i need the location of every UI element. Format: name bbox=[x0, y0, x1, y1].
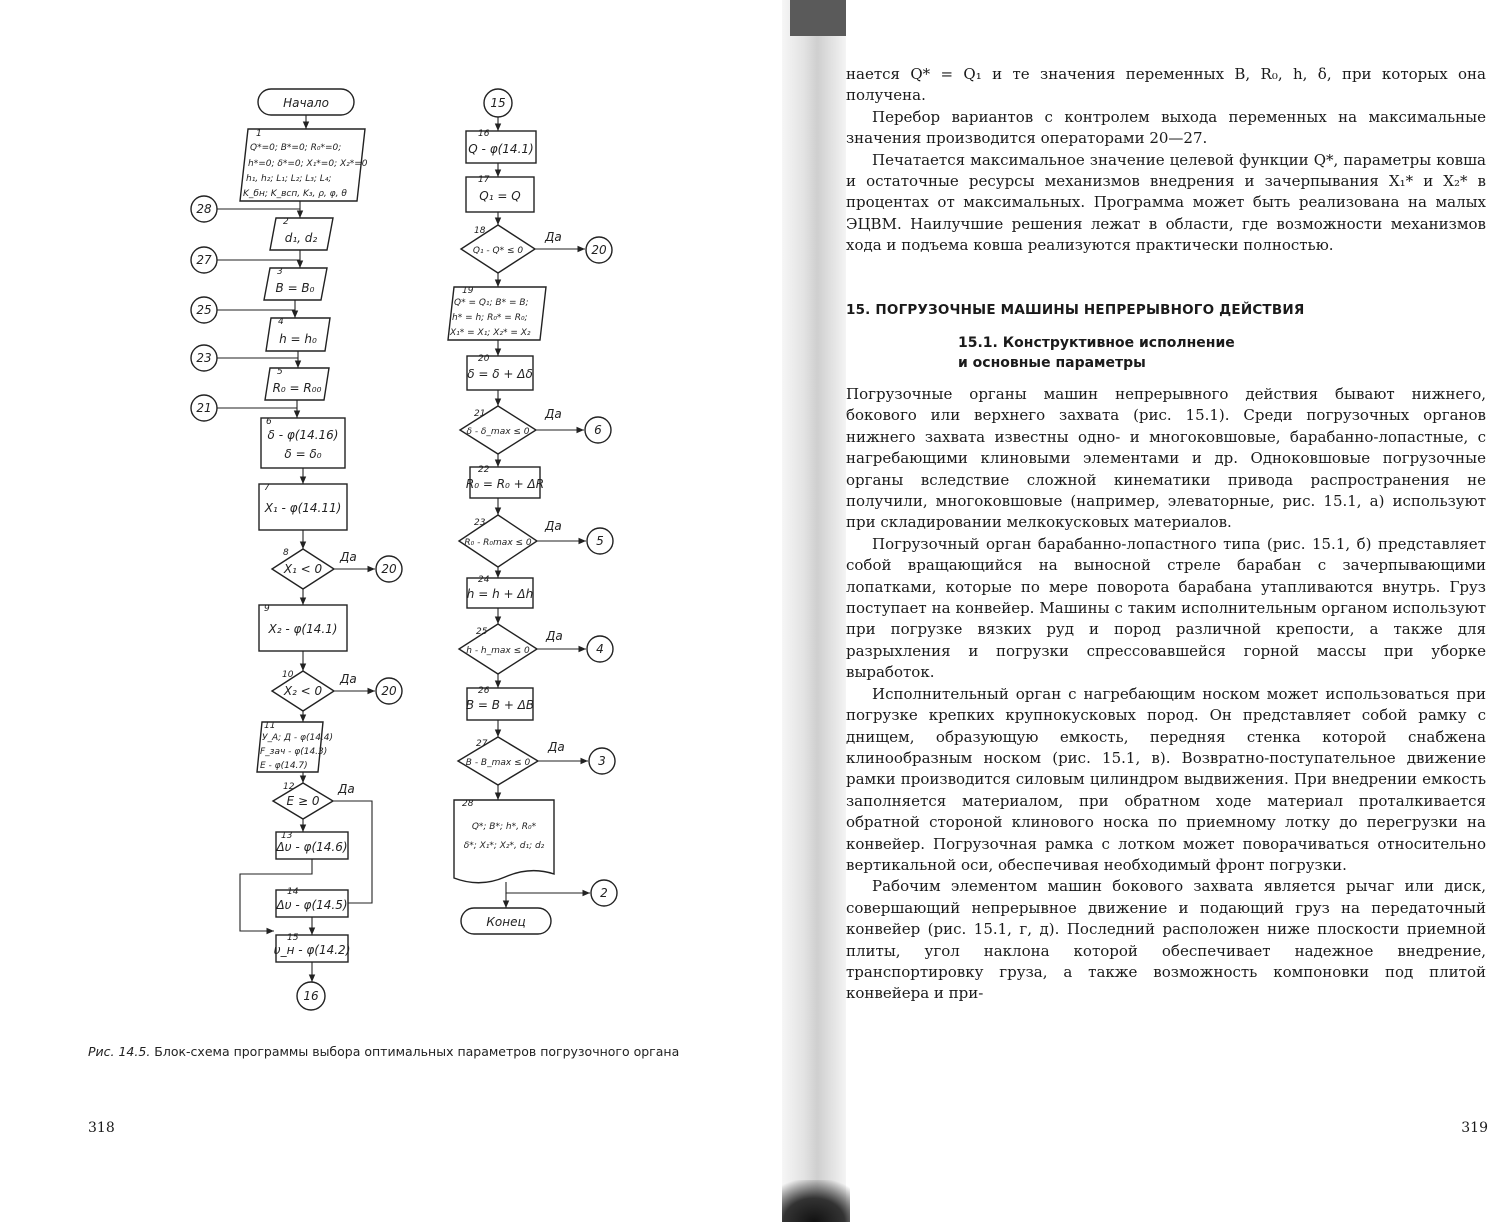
decision-21-yes: Да bbox=[545, 407, 562, 421]
block-7-text: X₁ - φ(14.11) bbox=[264, 501, 342, 515]
section-heading: 15. ПОГРУЗОЧНЫЕ МАШИНЫ НЕПРЕРЫВНОГО ДЕЙСТВИЯ bbox=[846, 302, 1305, 318]
gutter-shadow-top bbox=[790, 0, 846, 36]
block-24 bbox=[467, 575, 533, 608]
decision-12-text: E ≥ 0 bbox=[286, 794, 320, 808]
block-22-number: 22 bbox=[478, 465, 490, 475]
decision-21 bbox=[460, 406, 611, 454]
block-15-number: 15 bbox=[287, 933, 299, 943]
decision-18-target: 20 bbox=[591, 243, 607, 257]
connector-23-label: 23 bbox=[196, 351, 212, 365]
block-6 bbox=[261, 417, 345, 468]
block-13 bbox=[275, 831, 348, 859]
flowchart bbox=[0, 0, 782, 1030]
end-terminal bbox=[461, 908, 551, 934]
subsection-heading-line-1: 15.1. Конструктивное исполнение bbox=[958, 335, 1235, 351]
connector-bottom-16-label: 16 bbox=[303, 989, 319, 1003]
decision-10-target: 20 bbox=[381, 684, 397, 698]
block-24-text: h = h + Δh bbox=[466, 587, 534, 601]
figure-caption-label: Рис. 14.5. bbox=[88, 1044, 151, 1059]
decision-21-number: 21 bbox=[474, 409, 486, 419]
decision-10-yes: Да bbox=[340, 672, 357, 686]
end-label: Конец bbox=[486, 915, 526, 929]
decision-8-number: 8 bbox=[283, 548, 289, 558]
block-16-number: 16 bbox=[478, 129, 490, 139]
block-17 bbox=[466, 175, 534, 212]
block-16-text: Q - φ(14.1) bbox=[468, 142, 534, 156]
block-14-text: Δυ - φ(14.5) bbox=[276, 898, 348, 912]
block-11-line-3: E - φ(14.7) bbox=[260, 761, 308, 771]
decision-21-text: δ - δ_max ≤ 0 bbox=[466, 427, 530, 437]
block-1-line-1: Q*=0; B*=0; R₀*=0; bbox=[250, 143, 342, 153]
decision-25 bbox=[459, 624, 613, 674]
decision-18 bbox=[461, 225, 612, 273]
block-13-text: Δυ - φ(14.6) bbox=[276, 840, 348, 854]
figure-caption bbox=[88, 1043, 748, 1060]
paragraph-continued: нается Q* = Q₁ и те значения переменных B, R₀, h, δ, при которых она получена. bbox=[846, 65, 1486, 105]
block-4-text: h = h₀ bbox=[279, 332, 317, 346]
decision-25-target: 4 bbox=[596, 642, 604, 656]
block-4 bbox=[266, 317, 330, 351]
decision-27-number: 27 bbox=[476, 739, 488, 749]
decision-12-number: 12 bbox=[283, 782, 295, 792]
page-number-right: 319 bbox=[1461, 1120, 1488, 1136]
decision-8-yes: Да bbox=[340, 550, 357, 564]
subsection-heading bbox=[958, 333, 1235, 373]
block-11 bbox=[257, 721, 333, 772]
continued-text bbox=[846, 64, 1486, 257]
block-13-number: 13 bbox=[281, 831, 293, 841]
decision-18-text: Q₁ - Q* ≤ 0 bbox=[472, 246, 524, 256]
decision-23-text: R₀ - R₀max ≤ 0 bbox=[464, 538, 532, 548]
block-9-text: X₂ - φ(14.1) bbox=[268, 622, 338, 636]
right-page bbox=[846, 0, 1504, 1222]
connector-bottom-16 bbox=[297, 982, 325, 1010]
block-20 bbox=[467, 354, 533, 390]
block-3 bbox=[264, 267, 327, 300]
block-22 bbox=[466, 465, 544, 498]
block-15 bbox=[274, 933, 351, 962]
block-1 bbox=[240, 129, 368, 201]
decision-8-target: 20 bbox=[381, 562, 397, 576]
decision-25-text: h - h_max ≤ 0 bbox=[466, 646, 530, 656]
decision-23 bbox=[459, 515, 613, 567]
block-1-number: 1 bbox=[256, 129, 262, 139]
decision-23-yes: Да bbox=[545, 519, 562, 533]
decision-23-number: 23 bbox=[474, 518, 486, 528]
block-26-number: 26 bbox=[478, 686, 490, 696]
block-28-line-2: δ*; X₁*; X₂*, d₁; d₂ bbox=[463, 841, 545, 851]
block-11-line-2: F_зач - φ(14.3) bbox=[260, 747, 328, 757]
decision-21-target: 6 bbox=[594, 423, 602, 437]
decision-12-yes: Да bbox=[338, 782, 355, 796]
block-17-text: Q₁ = Q bbox=[479, 189, 521, 203]
block-14-number: 14 bbox=[287, 887, 299, 897]
block-19-line-2: h* = h; R₀* = R₀; bbox=[452, 313, 528, 323]
paragraph-1: Погрузочные органы машин непрерывного действия бывают нижнего, бокового или верхнего захвата (рис. 15.1). Среди погрузочных органов нижнего захвата известны одно- и многоковшовые, барабанно-лопастные, с нагребающими клиновыми элементами и др. Одноковшовые погрузочные органы вследствие сложной кинематики привода распространения не получили, многоковшовые (например, элеваторные, рис. 15.1, а) используют при складировании мелкокусковых материалов. bbox=[846, 385, 1486, 532]
block-2 bbox=[270, 217, 333, 250]
connector-21-label: 21 bbox=[196, 401, 212, 415]
book-gutter bbox=[782, 0, 846, 1222]
connector-2-label: 2 bbox=[600, 886, 608, 900]
block-6-number: 6 bbox=[266, 417, 272, 427]
decision-27-text: B - B_max ≤ 0 bbox=[465, 758, 531, 768]
block-5-number: 5 bbox=[277, 367, 283, 377]
block-17-number: 17 bbox=[478, 175, 490, 185]
block-3-text: B = B₀ bbox=[275, 281, 315, 295]
block-3-number: 3 bbox=[277, 267, 283, 277]
decision-27-target: 3 bbox=[598, 754, 606, 768]
block-14 bbox=[275, 887, 348, 917]
connector-25-label: 25 bbox=[196, 303, 212, 317]
block-1-line-4: K_бн; K_всп, K₃, ρ, φ, θ bbox=[243, 189, 347, 199]
block-5 bbox=[265, 367, 329, 400]
decision-8 bbox=[272, 548, 402, 589]
block-9 bbox=[259, 604, 347, 651]
connector-27-label: 27 bbox=[196, 253, 212, 267]
decision-27-yes: Да bbox=[548, 740, 565, 754]
decision-8-text: X₁ < 0 bbox=[283, 562, 323, 576]
block-19-line-1: Q* = Q₁; B* = B; bbox=[454, 298, 529, 308]
block-6-line-2: δ = δ₀ bbox=[284, 447, 322, 461]
block-11-line-1: У_А; Д - φ(14.4) bbox=[262, 733, 334, 743]
block-2-number: 2 bbox=[283, 217, 289, 227]
block-28 bbox=[454, 799, 554, 883]
block-26 bbox=[466, 686, 534, 720]
block-15-text: υ_н - φ(14.2) bbox=[273, 943, 351, 957]
block-20-text: δ = δ + Δδ bbox=[467, 367, 533, 381]
paragraph-4: Рабочим элементом машин бокового захвата является рычаг или диск, совершающий непрерывное движение и подающий груз на передаточный конвейер (рис. 15.1, г, д). Последний расположен ниже плоскости приемной плиты, угол наклона которой обеспечивает надежное внедрение, транспортировку груза, а также возможность компоновки под плитой конвейера и при- bbox=[846, 877, 1486, 1003]
decision-10-number: 10 bbox=[282, 670, 294, 680]
start-terminal bbox=[258, 89, 354, 115]
block-2-text: d₁, d₂ bbox=[284, 231, 318, 245]
block-22-text: R₀ = R₀ + ΔR bbox=[465, 477, 545, 491]
decision-10-text: X₂ < 0 bbox=[283, 684, 323, 698]
block-19-line-3: X₁* = X₁; X₂* = X₂ bbox=[450, 328, 531, 338]
paragraph-output: Печатается максимальное значение целевой функции Q*, параметры ковша и остаточные ресурсы механизмов внедрения и зачерпывания X₁* и X₂* в процентах от максимальных. Программа может быть реализована на малых ЭЦВМ. Наилучшие решения лежат в области, где возможности механизмов хода и подъема ковша реализуются практически полностью. bbox=[846, 150, 1486, 255]
block-28-line-1: Q*; B*; h*, R₀* bbox=[471, 822, 537, 832]
decision-25-yes: Да bbox=[546, 629, 563, 643]
block-16 bbox=[466, 129, 536, 163]
block-20-number: 20 bbox=[478, 354, 490, 364]
decision-23-target: 5 bbox=[596, 534, 604, 548]
page-number-left: 318 bbox=[88, 1120, 115, 1136]
block-1-line-3: h₁, h₂; L₁; L₂; L₃; L₄; bbox=[246, 174, 332, 184]
block-6-line-1: δ - φ(14.16) bbox=[267, 428, 339, 442]
connector-top-15-label: 15 bbox=[490, 96, 506, 110]
decision-10 bbox=[272, 670, 402, 711]
section-body bbox=[846, 384, 1486, 1005]
paragraph-3: Исполнительный орган с нагребающим носком может использоваться при погрузке крепких крупнокусковых пород. Он представляет собой рамку с днищем, образующую емкость, передняя стенка которой снабжена клинообразным носком (рис. 15.1, в). Возвратно-поступательное движение рамки производится силовым цилиндром выдвижения. При внедрении емкость заполняется материалом, при обратном ходе материал проталкивается обратной стороной клинового носка по приемному лотку до перегрузки на конвейер. Погрузочная рамка с лотком может поворачиваться относительно вертикальной оси, обеспечивая необходимый фронт погрузки. bbox=[846, 684, 1486, 874]
decision-18-number: 18 bbox=[474, 226, 486, 236]
block-5-text: R₀ = R₀₀ bbox=[272, 381, 322, 395]
block-19-number: 19 bbox=[462, 286, 474, 296]
decision-27 bbox=[458, 737, 615, 785]
block-26-text: B = B + ΔB bbox=[465, 698, 535, 712]
block-1-line-2: h*=0; δ*=0; X₁*=0; X₂*=0 bbox=[248, 159, 368, 169]
connector-28-label: 28 bbox=[196, 202, 212, 216]
block-7 bbox=[259, 483, 347, 530]
block-4-number: 4 bbox=[278, 317, 284, 327]
block-19 bbox=[448, 286, 546, 340]
paragraph-2: Погрузочный орган барабанно-лопастного типа (рис. 15.1, б) представляет собой вращающийся на выносной стреле барабан с зачерпывающими лопатками, которые по мере поворота барабана утапливаются внутрь. Груз поступает на конвейер. Машины с таким исполнительным органом используют при погрузке вязких руд и пород различной крепости, а также для разрыхления и погрузки спрессовавшейся горной массы при уборке выработок. bbox=[846, 534, 1486, 682]
decision-25-number: 25 bbox=[476, 627, 488, 637]
connector-top-15 bbox=[484, 89, 512, 117]
block-24-number: 24 bbox=[478, 575, 490, 585]
block-7-number: 7 bbox=[264, 483, 270, 493]
subsection-heading-line-2: и основные параметры bbox=[958, 355, 1146, 371]
start-label: Начало bbox=[283, 96, 329, 110]
figure-caption-text: Блок-схема программы выбора оптимальных параметров погрузочного органа bbox=[154, 1044, 680, 1059]
block-11-number: 11 bbox=[264, 721, 276, 731]
block-9-number: 9 bbox=[264, 604, 270, 614]
connector-2 bbox=[591, 880, 617, 906]
paragraph-enumeration: Перебор вариантов с контролем выхода переменных на максимальные значения производится операторами 20—27. bbox=[846, 107, 1486, 148]
block-28-number: 28 bbox=[462, 799, 474, 809]
decision-18-yes: Да bbox=[545, 230, 562, 244]
